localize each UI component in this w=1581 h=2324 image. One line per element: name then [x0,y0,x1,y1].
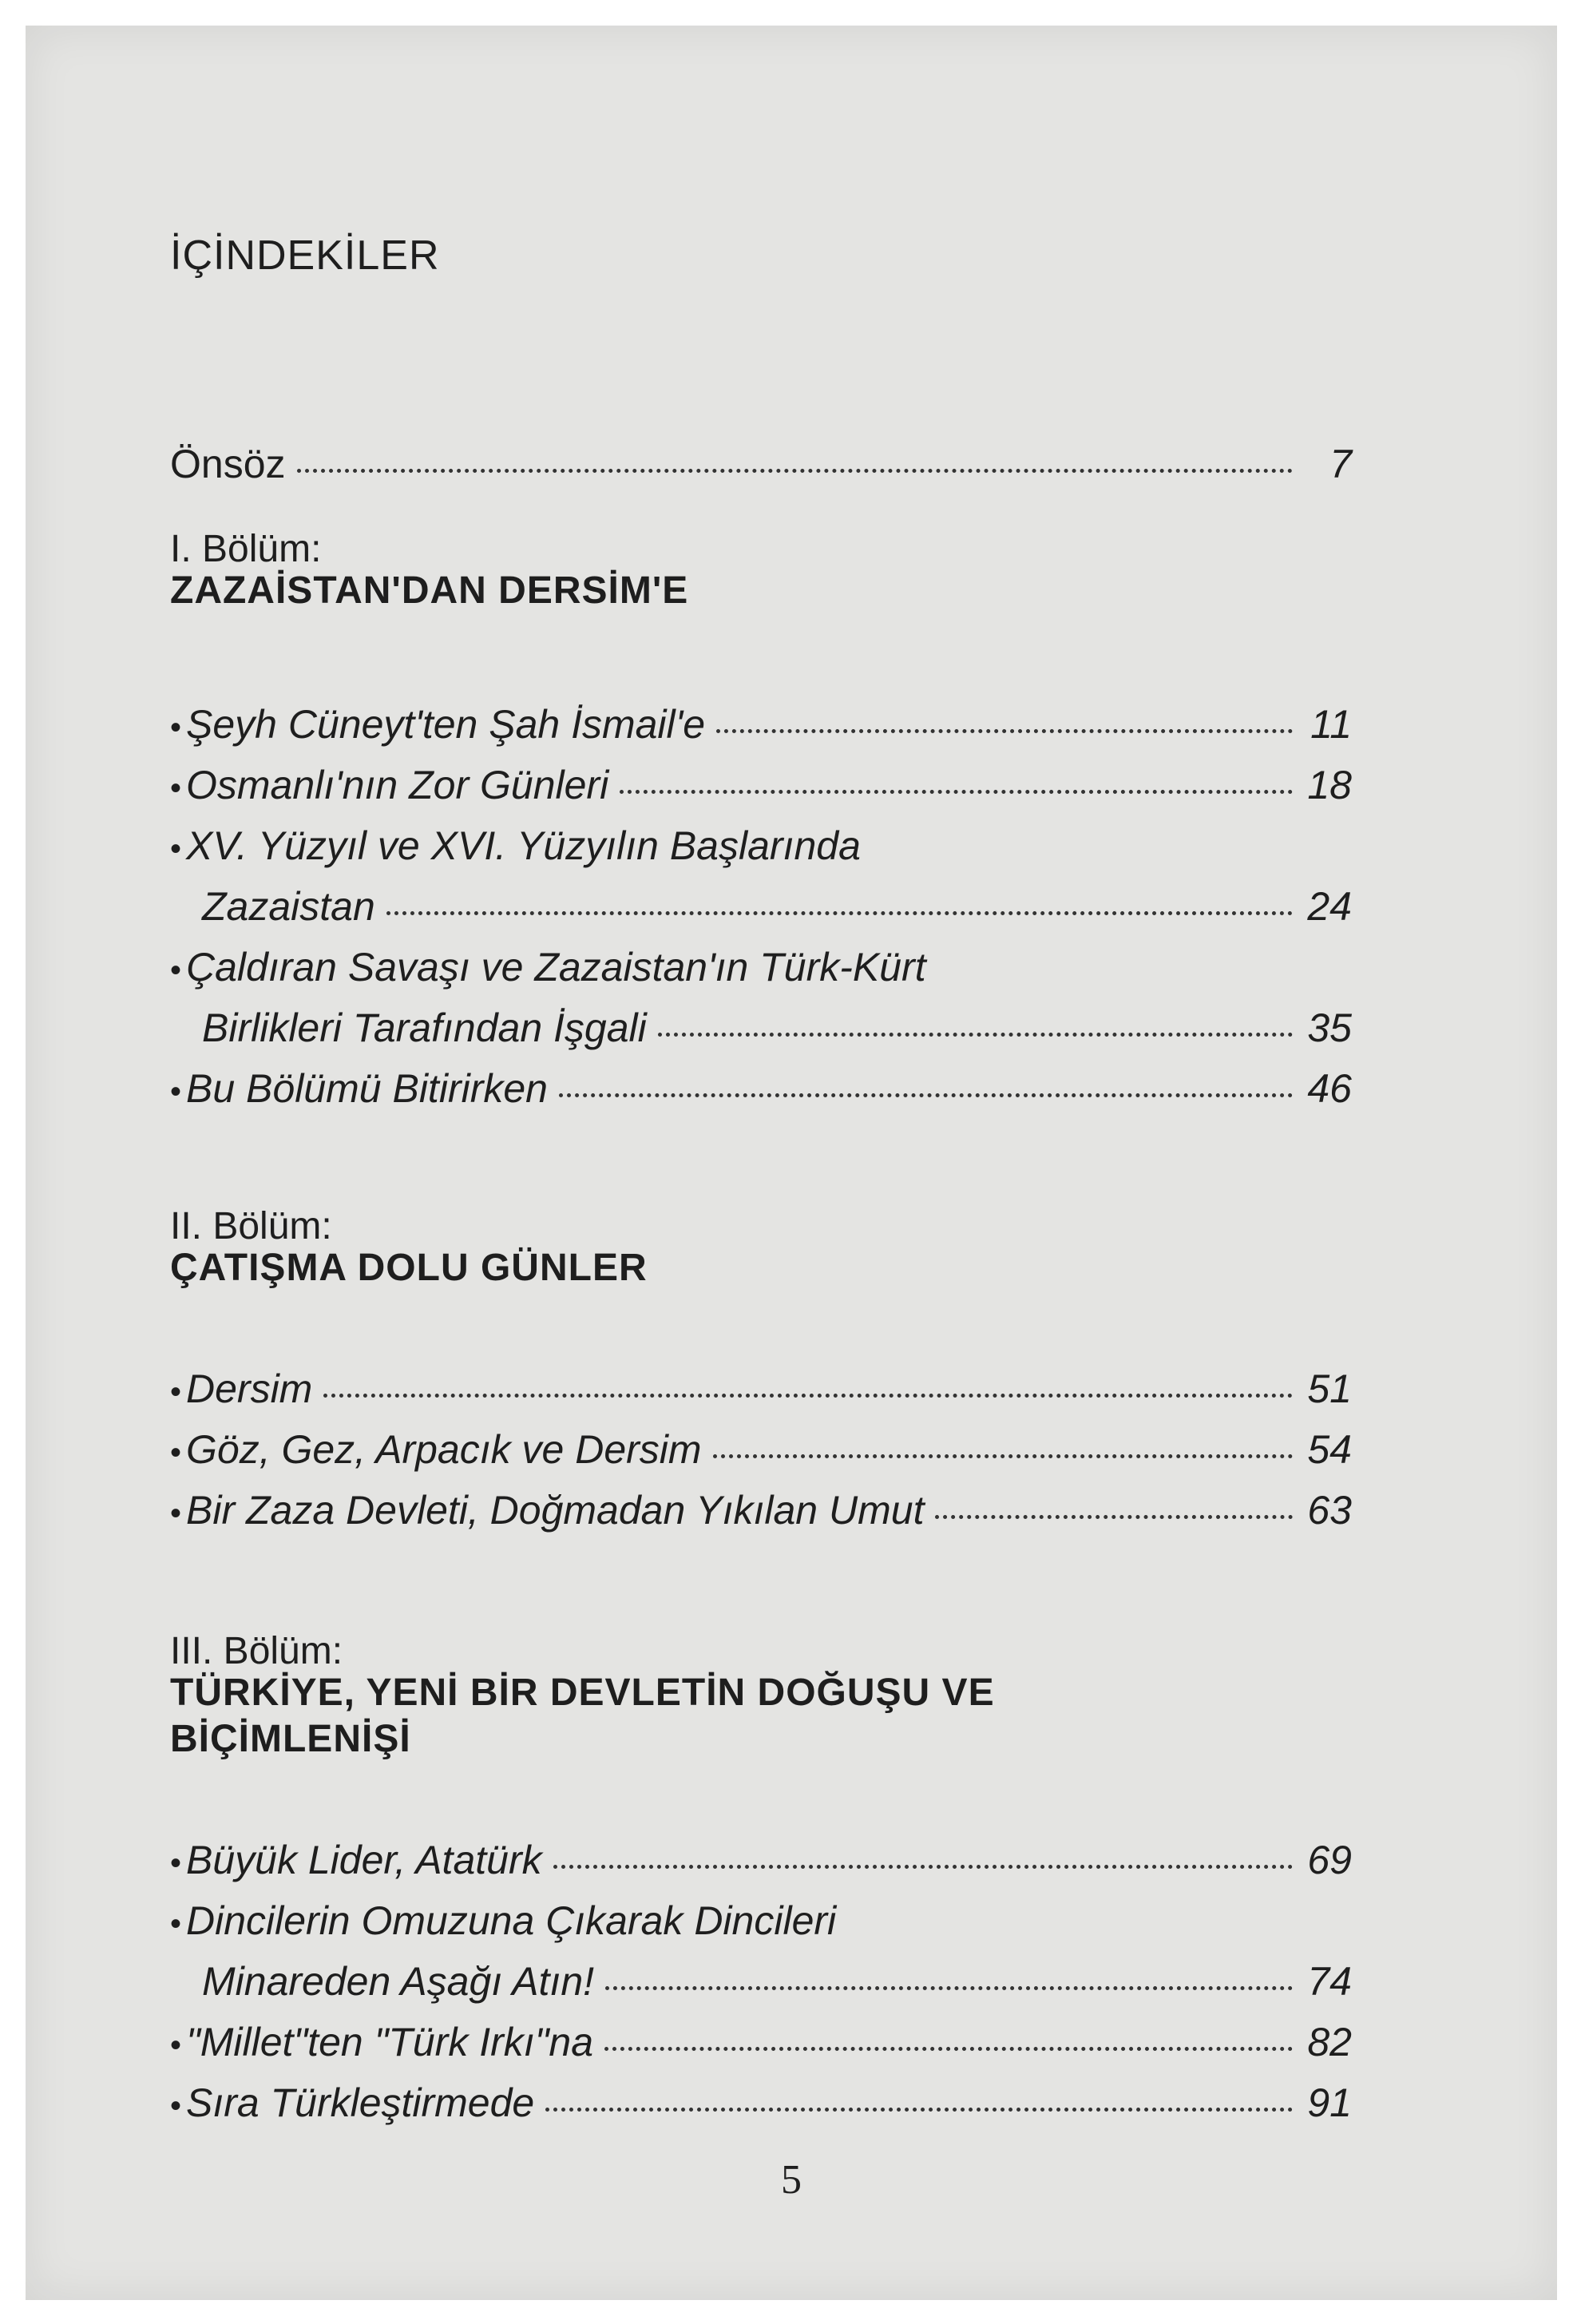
bullet-icon: • [170,771,182,806]
bullet-icon: • [170,1846,182,1881]
book-page [26,26,1557,2300]
toc-page-number: 46 [1307,1066,1352,1111]
toc-page-number: 69 [1307,1838,1352,1882]
toc-entry [170,1487,1352,1537]
toc-entry-label: "Millet"ten "Türk Irkı"na [186,2020,594,2064]
toc-page-number: 11 [1310,702,1352,747]
dot-leader [545,2108,1293,2112]
toc-entry-line1 [170,944,1352,993]
toc-entry-label: Bir Zaza Devleti, Doğmadan Yıkılan Umut [186,1488,925,1533]
dot-leader [620,790,1293,794]
part-label: II. Bölüm: [170,1205,332,1247]
bullet-icon: • [170,1374,182,1410]
part-label: I. Bölüm: [170,528,322,570]
bullet-icon: • [170,831,182,867]
toc-page-number: 82 [1307,2020,1352,2064]
bullet-icon: • [170,710,182,745]
part-title: ZAZAİSTAN'DAN DERSİM'E [170,569,689,612]
bullet-icon: • [170,2088,182,2124]
toc-page-number: 24 [1307,884,1352,929]
toc-entry-label: Zazaistan [202,884,375,929]
dot-leader [935,1515,1293,1519]
toc-entry [170,1366,1352,1415]
part-title-line2: BİÇİMLENİŞİ [170,1718,411,1760]
toc-entry [170,1837,1352,1886]
dot-leader [559,1093,1293,1097]
dot-leader [713,1454,1293,1458]
part-title-line1: TÜRKİYE, YENİ BİR DEVLETİN DOĞUŞU VE [170,1672,995,1714]
bullet-icon: • [170,1435,182,1470]
toc-entry [170,1426,1352,1476]
toc-entry-label: Sıra Türkleştirmede [186,2080,535,2125]
dot-leader [604,2047,1293,2051]
toc-entry [170,1065,1352,1115]
dot-leader [297,469,1293,473]
toc-entry-label: Büyük Lider, Atatürk [186,1838,542,1882]
toc-entry-line1 [170,1898,1352,1947]
page-number: 5 [781,2157,802,2203]
toc-entry [170,762,1352,811]
bullet-icon: • [170,953,182,988]
toc-page-number: 74 [1307,1959,1352,2004]
bullet-icon: • [170,1074,182,1109]
toc-entry-label: Minareden Aşağı Atın! [202,1959,595,2004]
toc-entry-label: Çaldıran Savaşı ve Zazaistan'ın Türk-Kürt [186,945,926,989]
dot-leader [323,1394,1293,1398]
toc-page-number: 63 [1307,1488,1352,1533]
toc-entry-label: Göz, Gez, Arpacık ve Dersim [186,1427,702,1472]
bullet-icon: • [170,2028,182,2063]
toc-page-number: 51 [1307,1366,1352,1411]
toc-page-number: 18 [1307,763,1352,807]
toc-entry-line2 [170,883,1352,933]
page-title: İÇİNDEKİLER [170,232,440,279]
toc-entry-label: Dincilerin Omuzuna Çıkarak Dincileri [186,1898,837,1943]
toc-entry-line1 [170,823,1352,872]
dot-leader [605,1986,1293,1990]
toc-entry-preface [170,441,1352,490]
toc-entry-line2 [170,1005,1352,1054]
toc-entry [170,2019,1352,2068]
dot-leader [716,729,1293,733]
toc-page-number: 35 [1307,1005,1352,1050]
toc-page-number: 54 [1307,1427,1352,1472]
toc-entry-label: Bu Bölümü Bitirirken [186,1066,548,1111]
toc-page-number: 7 [1329,442,1352,486]
toc-page-number: 91 [1307,2080,1352,2125]
toc-entry-line2 [170,1958,1352,2008]
toc-entry-label: Osmanlı'nın Zor Günleri [186,763,609,807]
bullet-icon: • [170,1496,182,1531]
toc-entry-label: Dersim [186,1366,313,1411]
part-label: III. Bölüm: [170,1630,343,1672]
part-title: ÇATIŞMA DOLU GÜNLER [170,1247,648,1289]
toc-entry-label: Şeyh Cüneyt'ten Şah İsmail'e [186,702,705,747]
toc-entry-label: Birlikleri Tarafından İşgali [202,1005,647,1050]
dot-leader [386,911,1293,915]
toc-entry [170,701,1352,751]
toc-entry [170,2080,1352,2129]
toc-entry-label: XV. Yüzyıl ve XVI. Yüzyılın Başlarında [186,823,861,868]
dot-leader [658,1033,1293,1037]
toc-entry-label: Önsöz [170,442,286,486]
bullet-icon: • [170,1906,182,1941]
dot-leader [553,1865,1293,1869]
